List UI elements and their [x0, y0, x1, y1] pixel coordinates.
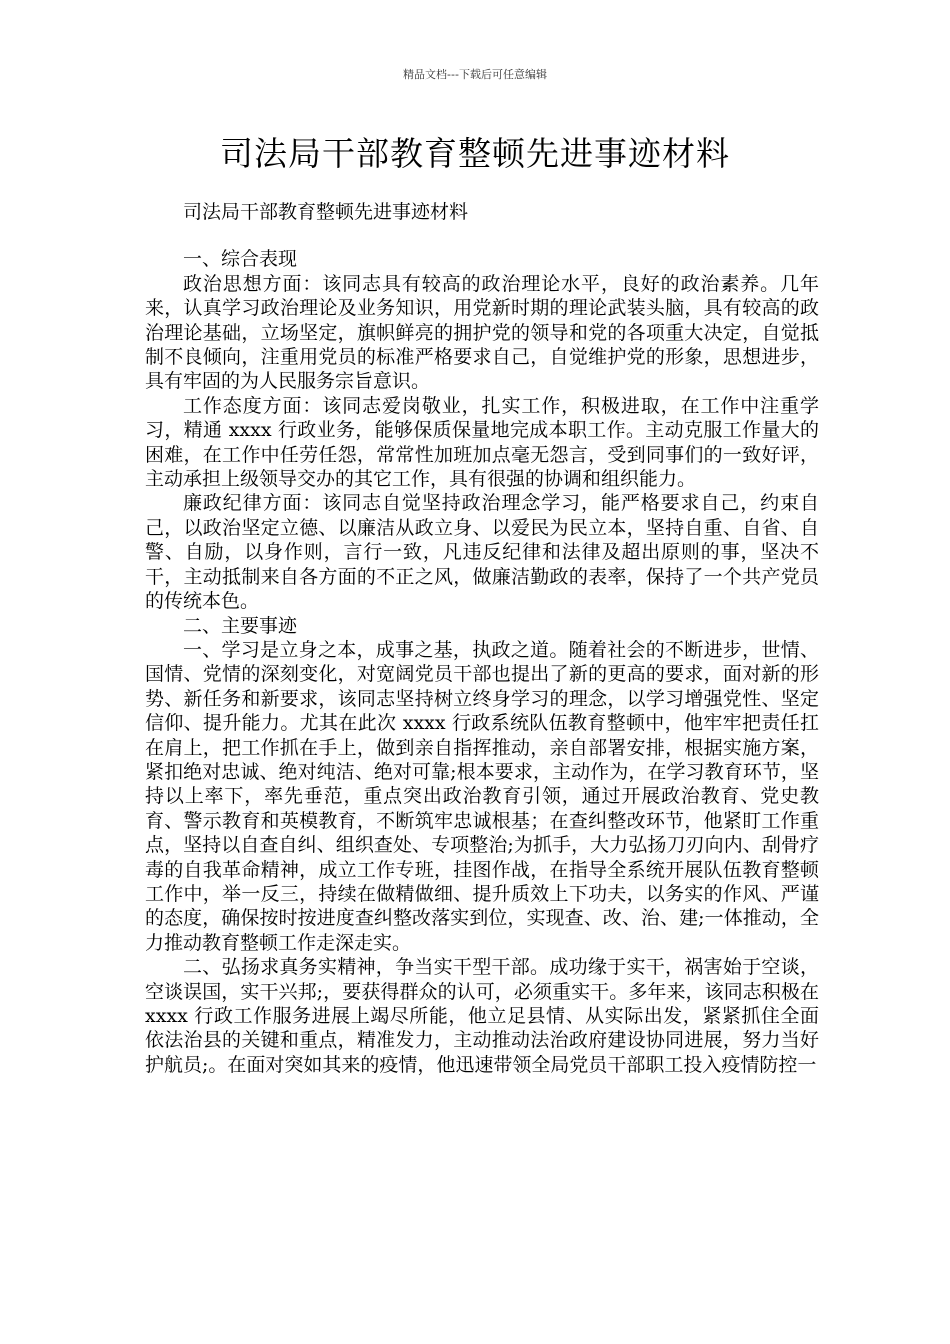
paragraph-integrity-discipline: 廉政纪律方面：该同志自觉坚持政治理念学习，能严格要求自己，约束自己，以政治坚定立德、以廉洁从政立身、以爱民为民立本，坚持自重、自省、自警、自励，以身作则，言行一致，凡违反纪律和法律及超出原则的事，坚决不干，主动抵制来自各方面的不正之风，做廉洁勤政的表率，保持了一个共产党员的传统本色。: [145, 492, 819, 613]
paragraph-pragmatism: 二、弘扬求真务实精神，争当实干型干部。成功缘于实干，祸害始于空谈，空谈误国，实干兴邦;，要获得群众的认可，必须重实干。多年来，该同志积极在 xxxx 行政工作服务进展上竭尽所能，他立足县情、从实际出发，紧紧抓住全面依法治县的关键和重点，精准发力，主动推动法治政府建设协同进展，努力当好护航员;。在面对突如其来的疫情，他迅速带领全局党员干部职工投入疫情防控一: [145, 956, 819, 1076]
document-body: [145, 200, 819, 1077]
header-note: 精品文档---下载后可任意编辑: [403, 68, 547, 81]
document-subtitle: 司法局干部教育整顿先进事迹材料: [183, 201, 469, 223]
paragraph-learning: 一、学习是立身之本，成事之基，执政之道。随着社会的不断进步，世情、国情、党情的深刻变化，对宽阔党员干部也提出了新的更高的要求，面对新的形势、新任务和新要求，该同志坚持树立终身学习的理念，以学习增强党性、坚定信仰、提升能力。尤其在此次 xxxx 行政系统队伍教育整顿中，他牢牢把责任扛在肩上，把工作抓在手上，做到亲自指挥推动，亲自部署安排，根据实施方案，紧扣绝对忠诚、绝对纯洁、绝对可靠;根本要求，主动作为，在学习教育环节，坚持以上率下，率先垂范，重点突出政治教育引领，通过开展政治教育、党史教育、警示教育和英模教育，不断筑牢忠诚根基；在查纠整改环节，他紧盯工作重点，坚持以自查自纠、组织查处、专项整治;为抓手，大力弘扬刀刃向内、刮骨疗毒的自我革命精神，成立工作专班，挂图作战，在指导全系统开展队伍教育整顿工作中，举一反三，持续在做精做细、提升质效上下功夫，以务实的作风、严谨的态度，确保按时按进度查纠整改落实到位，实现查、改、治、建;一体推动，全力推动教育整顿工作走深走实。: [145, 638, 819, 954]
section-heading-overview: 一、综合表现: [183, 248, 298, 271]
paragraph-political-thought: 政治思想方面：该同志具有较高的政治理论水平，良好的政治素养。几年来，认真学习政治理论及业务知识，用党新时期的理论武装头脑，具有较高的政治理论基础，立场坚定，旗帜鲜亮的拥护党的领导和党的各项重大决定，自觉抵制不良倾向，注重用党员的标准严格要求自己，自觉维护党的形象，思想进步，具有牢固的为人民服务宗旨意识。: [145, 272, 819, 393]
document-title: 司法局干部教育整顿先进事迹材料: [220, 134, 730, 173]
section-heading-main-deeds: 二、主要事迹: [183, 614, 298, 637]
paragraph-work-attitude: 工作态度方面：该同志爱岗敬业，扎实工作，积极进取，在工作中注重学习，精通 xxxx 行政业务，能够保质保量地完成本职工作。主动克服工作量大的困难，在工作中任劳任怨，常常性加班加点毫无怨言，受到同事们的一致好评，主动承担上级领导交办的其它工作，具有很强的协调和组织能力。: [145, 394, 819, 491]
